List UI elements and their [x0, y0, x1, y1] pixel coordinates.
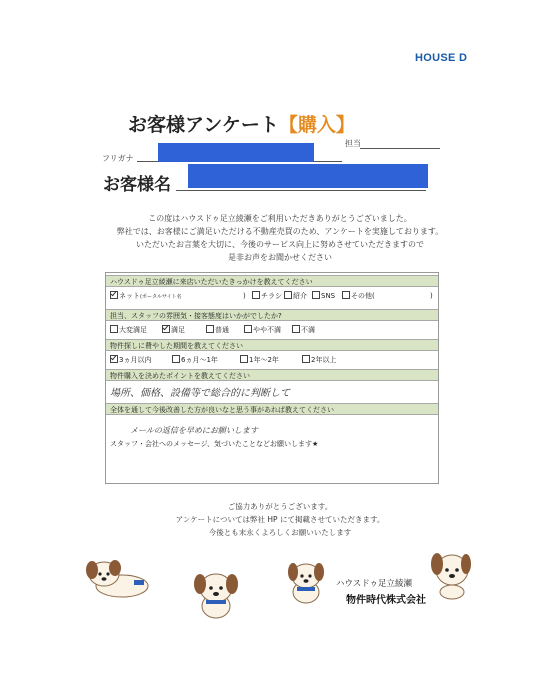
- option-very-satisfied[interactable]: 大変満足: [110, 324, 147, 336]
- title-main: お客様アンケート: [128, 114, 279, 136]
- staff-line: [360, 148, 440, 149]
- question-staff-attitude: 担当、スタッフの雰囲気・接客態度はいかがでしたか?: [106, 309, 438, 321]
- intro-line: この度はハウスドゥ足立綾瀬をご利用いただきありがとうございました。: [148, 214, 412, 223]
- house-do-logo: HOUSE D: [415, 52, 468, 64]
- option-normal[interactable]: 普通: [206, 324, 229, 336]
- checkbox-icon[interactable]: [240, 355, 248, 363]
- company-name: 物件時代株式会社: [346, 595, 426, 606]
- option-6-months-1-year[interactable]: 6ヵ月〜1年: [172, 354, 218, 366]
- question-visit-reason: ハウスドゥ足立綾瀬に来店いただいたきっかけを教えてください: [106, 275, 438, 287]
- close-paren: ): [243, 292, 246, 300]
- page-title: [128, 110, 355, 137]
- staff-label: 担当: [345, 139, 361, 148]
- checkbox-icon[interactable]: [206, 325, 214, 333]
- checkbox-icon[interactable]: [110, 325, 118, 333]
- customer-name-label: お客様名: [103, 175, 171, 195]
- lying-dog-mascot-icon: [82, 556, 154, 600]
- option-sns[interactable]: SNS: [312, 290, 335, 302]
- furigana-label: フリガナ: [102, 154, 134, 163]
- option-referral[interactable]: 紹介: [284, 290, 307, 302]
- customer-name-line: [176, 190, 426, 191]
- peeking-dog-mascot-icon: [428, 548, 472, 600]
- checkbox-icon[interactable]: [312, 291, 320, 299]
- option-dissatisfied[interactable]: 不満: [292, 324, 315, 336]
- checkbox-checked-icon[interactable]: [110, 355, 118, 363]
- option-satisfied[interactable]: 満足: [162, 324, 185, 336]
- handwritten-answer-improvements: メールの返信を早めにお願いします: [130, 426, 258, 435]
- question-improvements: 全体を通して今後改善した方が良いなと思う事があれば教えてください: [106, 403, 438, 415]
- checkbox-icon[interactable]: [342, 291, 350, 299]
- sitting-dog-mascot-icon: [190, 568, 242, 620]
- title-tag: 【購入】: [278, 114, 355, 136]
- question-search-period: 物件探しに費やした期間を教えてください: [106, 339, 438, 351]
- checkbox-checked-icon[interactable]: [110, 291, 118, 299]
- option-net[interactable]: ネット(ポータルサイト名: [110, 290, 182, 303]
- checkbox-icon[interactable]: [252, 291, 260, 299]
- option-somewhat-dissatisfied[interactable]: やや不満: [244, 324, 281, 336]
- option-over-2-years[interactable]: 2年以上: [302, 354, 336, 366]
- intro-line: 弊社では、お客様にご満足いただける不動産売買のため、アンケートを実施しております。: [116, 227, 444, 236]
- waving-dog-mascot-icon: [282, 560, 332, 606]
- checkbox-icon[interactable]: [244, 325, 252, 333]
- checkbox-icon[interactable]: [172, 355, 180, 363]
- closing-line: アンケートについては弊社 HP にて掲載させていただきます。: [175, 515, 385, 524]
- close-paren: ): [430, 292, 433, 300]
- checkbox-icon[interactable]: [302, 355, 310, 363]
- handwritten-answer-decision: 場所、価格、設備等で総合的に判断して: [110, 388, 290, 399]
- closing-line: 今後とも末永くよろしくお願いいたします: [208, 528, 352, 537]
- customer-name-redaction: [188, 164, 428, 188]
- checkbox-checked-icon[interactable]: [162, 325, 170, 333]
- option-flyer[interactable]: チラシ: [252, 290, 282, 302]
- option-1-2-years[interactable]: 1年〜2年: [240, 354, 279, 366]
- survey-form: [105, 272, 439, 484]
- closing-text: [100, 500, 460, 539]
- furigana-redaction: [158, 143, 314, 162]
- closing-line: ご協力ありがとうございます。: [227, 502, 333, 511]
- checkbox-icon[interactable]: [292, 325, 300, 333]
- portal-site-note: (ポータルサイト名: [140, 294, 182, 300]
- question-message: スタッフ・会社へのメッセージ、気づいたことなどお願いします★: [110, 440, 319, 448]
- intro-text: [100, 212, 460, 264]
- option-within-3-months[interactable]: 3ヵ月以内: [110, 354, 151, 366]
- shop-name: ハウスドゥ足立綾瀬: [336, 579, 413, 589]
- option-other[interactable]: その他(: [342, 290, 375, 302]
- checkbox-icon[interactable]: [284, 291, 292, 299]
- intro-line: 是非お声をお聞かせください: [228, 253, 332, 262]
- intro-line: いただいたお言葉を大切に、今後のサービス向上に努めさせていただきますので: [136, 240, 424, 249]
- question-decision-point: 物件購入を決めたポイントを教えてください: [106, 369, 438, 381]
